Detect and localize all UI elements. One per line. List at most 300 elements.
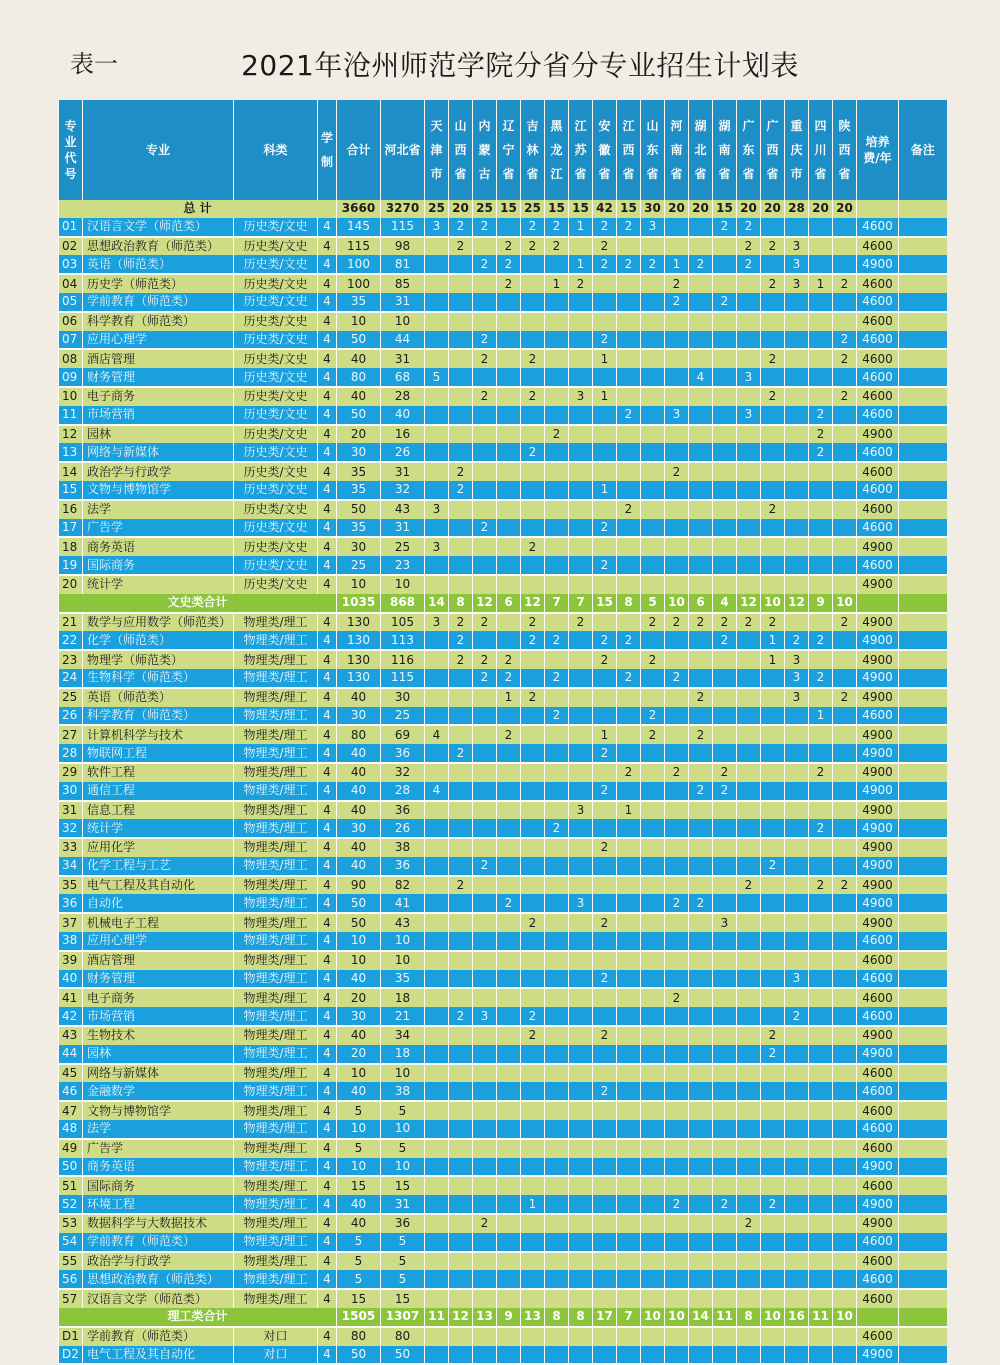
province-quota <box>785 443 809 462</box>
duration: 4 <box>318 819 337 838</box>
province-quota <box>689 237 713 256</box>
province-quota <box>737 312 761 331</box>
province-quota <box>593 443 617 462</box>
table-row <box>59 631 947 650</box>
province-quota <box>809 331 833 350</box>
remarks <box>899 1195 947 1214</box>
province-quota <box>713 1346 737 1365</box>
province-quota: 28 <box>381 782 425 801</box>
duration: 4 <box>318 1082 337 1101</box>
province-quota <box>521 725 545 744</box>
table-row <box>59 857 947 876</box>
province-quota: 2 <box>449 650 473 669</box>
province-quota <box>521 312 545 331</box>
province-quota <box>665 932 689 951</box>
total-count: 90 <box>337 876 381 895</box>
province-quota <box>641 951 665 970</box>
tuition-fee: 4900 <box>857 876 899 895</box>
tuition-fee: 4900 <box>857 1158 899 1177</box>
province-quota <box>593 274 617 293</box>
province-quota <box>617 368 641 387</box>
category: 物理类/理工 <box>234 1158 318 1177</box>
category: 物理类/理工 <box>234 1026 318 1045</box>
province-quota <box>761 1139 785 1158</box>
major-code: 30 <box>59 782 83 801</box>
grand-total-row <box>59 200 947 218</box>
tuition-fee: 4600 <box>857 368 899 387</box>
province-quota: 2 <box>569 274 593 293</box>
province-quota <box>593 1195 617 1214</box>
table-row <box>59 1045 947 1064</box>
province-quota: 2 <box>521 613 545 632</box>
province-quota: 2 <box>545 237 569 256</box>
province-quota: 18 <box>381 988 425 1007</box>
province-quota <box>761 462 785 481</box>
province-quota: 2 <box>593 237 617 256</box>
province-quota: 113 <box>381 631 425 650</box>
major-code: 16 <box>59 500 83 519</box>
remarks <box>899 725 947 744</box>
province-quota <box>737 951 761 970</box>
province-quota <box>569 669 593 688</box>
province-quota <box>617 744 641 763</box>
header-cell: 重庆市 <box>785 100 809 200</box>
province-quota <box>473 838 497 857</box>
province-quota <box>521 368 545 387</box>
duration: 4 <box>318 500 337 519</box>
province-quota <box>665 500 689 519</box>
major-code: 33 <box>59 838 83 857</box>
province-quota: 2 <box>665 293 689 312</box>
remarks <box>899 951 947 970</box>
total-count: 40 <box>337 387 381 406</box>
major-name: 金融数学 <box>83 1082 234 1101</box>
province-quota: 2 <box>593 970 617 989</box>
province-quota <box>545 406 569 425</box>
province-quota <box>449 1233 473 1252</box>
table-row <box>59 1195 947 1214</box>
category: 物理类/理工 <box>234 1139 318 1158</box>
province-quota <box>473 556 497 575</box>
province-quota <box>497 1346 521 1365</box>
remarks <box>899 237 947 256</box>
category: 历史类/文史 <box>234 293 318 312</box>
province-quota <box>545 462 569 481</box>
province-quota: 3 <box>785 650 809 669</box>
province-quota <box>785 1082 809 1101</box>
duration: 4 <box>318 312 337 331</box>
province-quota: 5 <box>641 594 665 613</box>
major-code: 04 <box>59 274 83 293</box>
province-quota <box>761 1270 785 1289</box>
tuition-fee: 4900 <box>857 913 899 932</box>
province-quota <box>569 763 593 782</box>
province-quota <box>689 575 713 594</box>
province-quota <box>833 218 857 237</box>
category: 历史类/文史 <box>234 575 318 594</box>
province-quota <box>665 1346 689 1365</box>
province-quota <box>809 1270 833 1289</box>
province-quota: 80 <box>381 1327 425 1346</box>
province-quota <box>569 1233 593 1252</box>
province-quota <box>473 1064 497 1083</box>
province-quota <box>761 838 785 857</box>
province-quota <box>641 481 665 500</box>
province-quota <box>497 556 521 575</box>
province-quota <box>449 1176 473 1195</box>
province-quota <box>449 349 473 368</box>
remarks <box>899 594 947 613</box>
province-quota: 2 <box>545 819 569 838</box>
province-quota <box>689 819 713 838</box>
province-quota <box>449 1346 473 1365</box>
tuition-fee: 4900 <box>857 1026 899 1045</box>
province-quota <box>761 1064 785 1083</box>
duration: 4 <box>318 988 337 1007</box>
remarks <box>899 876 947 895</box>
province-quota: 16 <box>381 425 425 444</box>
province-quota <box>761 481 785 500</box>
remarks <box>899 970 947 989</box>
province-quota <box>809 857 833 876</box>
total-count: 20 <box>337 988 381 1007</box>
province-quota <box>425 744 449 763</box>
duration: 4 <box>318 650 337 669</box>
province-quota <box>569 819 593 838</box>
table-row <box>59 1026 947 1045</box>
province-quota: 1 <box>569 255 593 274</box>
province-quota: 2 <box>593 782 617 801</box>
province-quota <box>449 1327 473 1346</box>
header-cell: 湖南省 <box>713 100 737 200</box>
province-quota <box>665 331 689 350</box>
province-quota <box>641 1233 665 1252</box>
province-quota <box>761 782 785 801</box>
remarks <box>899 218 947 237</box>
province-quota <box>665 443 689 462</box>
province-quota <box>497 293 521 312</box>
major-name: 通信工程 <box>83 782 234 801</box>
province-quota <box>785 857 809 876</box>
province-quota <box>545 857 569 876</box>
province-quota <box>449 312 473 331</box>
province-quota <box>473 575 497 594</box>
province-quota <box>593 707 617 726</box>
province-quota <box>521 575 545 594</box>
remarks <box>899 988 947 1007</box>
category: 物理类/理工 <box>234 650 318 669</box>
province-quota <box>449 669 473 688</box>
province-quota: 25 <box>381 537 425 556</box>
major-name: 法学 <box>83 1120 234 1139</box>
province-quota <box>737 707 761 726</box>
province-quota <box>713 744 737 763</box>
province-quota <box>713 462 737 481</box>
province-quota <box>569 331 593 350</box>
category: 历史类/文史 <box>234 500 318 519</box>
province-quota <box>593 932 617 951</box>
province-quota <box>449 1195 473 1214</box>
province-quota: 2 <box>521 1007 545 1026</box>
province-quota <box>641 857 665 876</box>
province-quota: 31 <box>381 519 425 538</box>
province-quota <box>521 500 545 519</box>
province-quota <box>497 1214 521 1233</box>
province-quota <box>521 519 545 538</box>
province-quota <box>425 481 449 500</box>
table-row <box>59 894 947 913</box>
province-quota <box>713 1252 737 1271</box>
category: 物理类/理工 <box>234 763 318 782</box>
province-quota <box>545 1195 569 1214</box>
remarks <box>899 763 947 782</box>
province-quota <box>785 951 809 970</box>
major-code: 38 <box>59 932 83 951</box>
major-code: 29 <box>59 763 83 782</box>
remarks <box>899 274 947 293</box>
total-label: 理工类合计 <box>59 1308 337 1327</box>
province-quota <box>689 387 713 406</box>
province-quota: 20 <box>809 200 833 218</box>
province-quota: 2 <box>833 331 857 350</box>
province-quota <box>833 1158 857 1177</box>
category: 物理类/理工 <box>234 913 318 932</box>
province-quota: 14 <box>689 1308 713 1327</box>
province-quota <box>617 951 641 970</box>
province-quota <box>809 1007 833 1026</box>
major-code: 48 <box>59 1120 83 1139</box>
duration: 4 <box>318 1195 337 1214</box>
duration: 4 <box>318 725 337 744</box>
province-quota <box>521 1270 545 1289</box>
province-quota <box>809 1139 833 1158</box>
province-quota: 15 <box>545 200 569 218</box>
province-quota <box>545 744 569 763</box>
province-quota <box>497 1064 521 1083</box>
province-quota: 10 <box>381 1158 425 1177</box>
province-quota <box>425 293 449 312</box>
duration: 4 <box>318 688 337 707</box>
province-quota <box>833 556 857 575</box>
province-quota: 26 <box>381 443 425 462</box>
province-quota <box>497 368 521 387</box>
tuition-fee: 4600 <box>857 1270 899 1289</box>
category: 历史类/文史 <box>234 537 318 556</box>
province-quota: 105 <box>381 613 425 632</box>
remarks <box>899 1120 947 1139</box>
province-quota <box>689 650 713 669</box>
province-quota: 2 <box>761 1195 785 1214</box>
duration: 4 <box>318 1120 337 1139</box>
enrollment-plan-table <box>58 100 947 1365</box>
province-quota <box>641 293 665 312</box>
major-code: 17 <box>59 519 83 538</box>
province-quota <box>593 876 617 895</box>
province-quota <box>641 519 665 538</box>
total-count: 80 <box>337 368 381 387</box>
province-quota <box>545 650 569 669</box>
duration: 4 <box>318 913 337 932</box>
major-name: 文物与博物馆学 <box>83 481 234 500</box>
province-quota <box>449 274 473 293</box>
province-quota <box>689 1233 713 1252</box>
major-code: 32 <box>59 819 83 838</box>
remarks <box>899 688 947 707</box>
province-quota <box>569 1026 593 1045</box>
province-quota <box>785 801 809 820</box>
province-quota <box>569 707 593 726</box>
province-quota <box>449 1214 473 1233</box>
tuition-fee: 4900 <box>857 425 899 444</box>
province-quota <box>449 951 473 970</box>
province-quota <box>617 1045 641 1064</box>
province-quota <box>737 801 761 820</box>
province-quota <box>521 1082 545 1101</box>
province-quota <box>497 1252 521 1271</box>
header-cell: 备注 <box>899 100 947 200</box>
province-quota <box>713 1233 737 1252</box>
province-quota <box>665 913 689 932</box>
province-quota <box>785 312 809 331</box>
province-quota: 2 <box>593 744 617 763</box>
province-quota <box>641 1064 665 1083</box>
province-quota <box>545 970 569 989</box>
province-quota <box>641 744 665 763</box>
province-quota <box>785 1214 809 1233</box>
province-quota <box>617 462 641 481</box>
remarks <box>899 481 947 500</box>
province-quota <box>473 481 497 500</box>
province-quota <box>689 1195 713 1214</box>
tuition-fee <box>857 594 899 613</box>
province-quota <box>569 970 593 989</box>
province-quota <box>593 425 617 444</box>
province-quota <box>737 425 761 444</box>
province-quota <box>785 1158 809 1177</box>
province-quota <box>425 387 449 406</box>
province-quota <box>665 1064 689 1083</box>
province-quota <box>473 1120 497 1139</box>
province-quota <box>761 519 785 538</box>
province-quota: 11 <box>713 1308 737 1327</box>
province-quota <box>713 556 737 575</box>
province-quota: 10 <box>381 932 425 951</box>
province-quota <box>641 913 665 932</box>
province-quota <box>617 725 641 744</box>
header-cell: 江苏省 <box>569 100 593 200</box>
province-quota <box>665 688 689 707</box>
major-name: 数学与应用数学（师范类） <box>83 613 234 632</box>
province-quota: 28 <box>381 387 425 406</box>
total-count: 40 <box>337 801 381 820</box>
province-quota <box>785 293 809 312</box>
province-quota: 5 <box>381 1233 425 1252</box>
province-quota <box>473 500 497 519</box>
province-quota <box>569 1176 593 1195</box>
province-quota <box>833 932 857 951</box>
province-quota: 10 <box>381 1120 425 1139</box>
province-quota <box>809 838 833 857</box>
table-row <box>59 274 947 293</box>
category: 物理类/理工 <box>234 1195 318 1214</box>
category: 物理类/理工 <box>234 782 318 801</box>
province-quota: 31 <box>381 349 425 368</box>
province-quota <box>497 707 521 726</box>
province-quota <box>449 519 473 538</box>
tuition-fee: 4600 <box>857 556 899 575</box>
category: 历史类/文史 <box>234 312 318 331</box>
province-quota <box>689 876 713 895</box>
province-quota <box>641 1045 665 1064</box>
province-quota <box>425 1252 449 1271</box>
province-quota <box>497 988 521 1007</box>
province-quota <box>641 1158 665 1177</box>
province-quota <box>761 312 785 331</box>
province-quota <box>425 819 449 838</box>
province-quota <box>593 537 617 556</box>
province-quota <box>761 894 785 913</box>
province-quota <box>737 1270 761 1289</box>
duration: 4 <box>318 331 337 350</box>
province-quota <box>665 425 689 444</box>
header-cell: 培养费/年 <box>857 100 899 200</box>
province-quota <box>617 237 641 256</box>
table-row <box>59 462 947 481</box>
province-quota <box>617 1270 641 1289</box>
major-name: 电气工程及其自动化 <box>83 876 234 895</box>
province-quota <box>617 613 641 632</box>
tuition-fee: 4900 <box>857 894 899 913</box>
province-quota: 2 <box>617 763 641 782</box>
province-quota: 2 <box>641 650 665 669</box>
province-quota <box>569 312 593 331</box>
province-quota <box>545 1101 569 1120</box>
tuition-fee: 4600 <box>857 1064 899 1083</box>
province-quota: 2 <box>521 631 545 650</box>
province-quota <box>497 913 521 932</box>
province-quota <box>593 1064 617 1083</box>
category: 物理类/理工 <box>234 1270 318 1289</box>
major-code: 12 <box>59 425 83 444</box>
province-quota <box>425 688 449 707</box>
province-quota <box>713 688 737 707</box>
province-quota <box>521 801 545 820</box>
province-quota: 12 <box>449 1308 473 1327</box>
province-quota <box>449 387 473 406</box>
province-quota <box>737 274 761 293</box>
major-name: 思想政治教育（师范类） <box>83 1270 234 1289</box>
province-quota <box>425 932 449 951</box>
province-quota <box>737 1139 761 1158</box>
province-quota <box>521 744 545 763</box>
major-name: 法学 <box>83 500 234 519</box>
province-quota <box>737 387 761 406</box>
province-quota: 11 <box>809 1308 833 1327</box>
remarks <box>899 1270 947 1289</box>
total-count: 115 <box>337 237 381 256</box>
province-quota <box>545 1007 569 1026</box>
total-count: 50 <box>337 913 381 932</box>
province-quota <box>689 913 713 932</box>
duration: 4 <box>318 876 337 895</box>
province-quota <box>785 707 809 726</box>
province-quota <box>425 669 449 688</box>
province-quota: 2 <box>473 349 497 368</box>
duration: 4 <box>318 669 337 688</box>
category: 物理类/理工 <box>234 801 318 820</box>
province-quota <box>617 1007 641 1026</box>
major-code: 42 <box>59 1007 83 1026</box>
